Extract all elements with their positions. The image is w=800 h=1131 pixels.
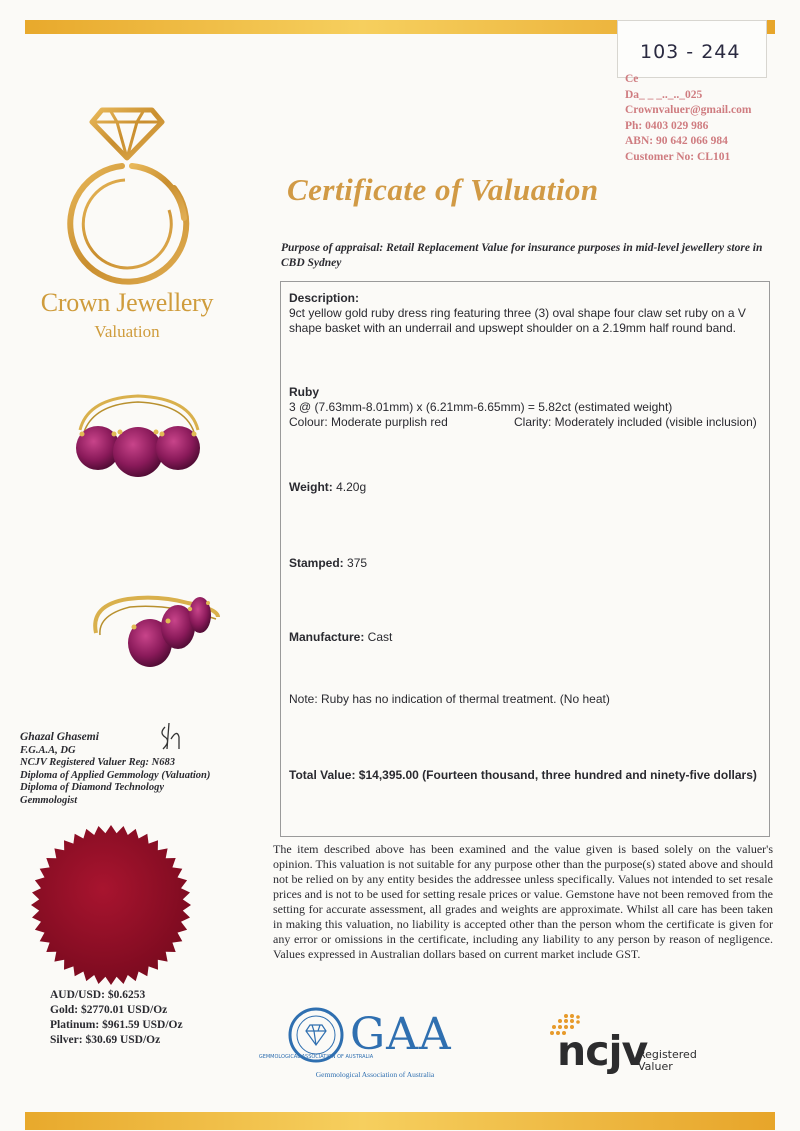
weight-row: [289, 480, 759, 495]
rate-aud-usd: AUD/USD: $0.6253: [50, 989, 146, 1001]
gaa-logo-subtitle: Gemmological Association of Australia: [315, 1070, 435, 1079]
ruby-size: 3 @ (7.63mm-8.01mm) x (6.21mm-6.65mm) = 5.82ct (estimated weight): [289, 400, 673, 414]
disclaimer-text: The item described above has been examined and the value given is based solely on the valuer's opinion. This valuation is not suitable for any purpose other than the purpose(s) stated above and should not be relied on by any entity besides the addressee unless specifically. Values not intended to set resale prices and is not to be used for setting resale prices or value. Gemstone have not been removed from the setting for accurate assessment, all grades and weights are approximate. Whilst all care has been taken in making this valuation, no liability is accepted other than the person whom the certificate is given for any error or omissions in the certificate, including any liability to any person by reason of negligence. Values expressed in Australian dollars based on current market include GST.: [273, 842, 774, 961]
signature-icon: [157, 719, 187, 753]
handwritten-reference: 103 - 244: [617, 20, 767, 78]
ruby-section: [289, 385, 759, 430]
contact-phone: Ph: 0403 029 986: [625, 119, 709, 132]
manufacture-row: [289, 630, 759, 645]
gaa-seal-text: GEMMOLOGICAL ASSOCIATION OF AUSTRALIA: [258, 1054, 374, 1060]
stamped-value: 375: [343, 556, 368, 570]
certificate-title: Certificate of Valuation: [287, 172, 599, 207]
red-seal-icon: [28, 822, 194, 988]
rate-silver: Silver: $30.69 USD/Oz: [50, 1034, 161, 1046]
contact-line: Da_ _ _.._.._025: [625, 88, 703, 101]
ruby-colour-clarity-row: [289, 415, 759, 430]
treatment-note: Note: Ruby has no indication of thermal treatment. (No heat): [289, 692, 610, 706]
manufacture-value: Cast: [364, 630, 393, 644]
description-label: Description:: [289, 291, 360, 305]
valuer-name: Ghazal Ghasemi: [20, 731, 99, 743]
gaa-logo: [258, 1003, 461, 1079]
ruby-clarity: Clarity: Moderately included (visible inclusion): [514, 415, 757, 429]
gaa-seal-icon: [258, 1003, 374, 1067]
ring-photo-front: [68, 390, 208, 485]
valuer-credential: F.G.A.A, DG: [20, 744, 76, 756]
bottom-gold-bar: [25, 1112, 775, 1130]
ruby-colour: Colour: Moderate purplish red: [289, 415, 448, 429]
ncjv-registered-valuer: [638, 1049, 697, 1073]
valuation-details-box: [280, 281, 770, 837]
weight-value: 4.20g: [332, 480, 367, 494]
valuer-credential: Diploma of Applied Gemmology (Valuation): [20, 769, 211, 781]
gaa-logo-text: GAA: [350, 1009, 452, 1060]
contact-line: Ce: [625, 73, 639, 85]
brand-name: Crown Jewellery: [40, 288, 214, 317]
customer-number: Customer No: CL101: [625, 150, 731, 163]
metal-rates: [50, 988, 183, 1048]
valuer-credentials: [20, 731, 290, 807]
stamped-label: Stamped:: [289, 556, 344, 570]
contact-block: [625, 72, 751, 165]
contact-abn: ABN: 90 642 066 984: [625, 135, 728, 147]
stamped-row: [289, 556, 759, 571]
manufacture-label: Manufacture:: [289, 630, 365, 644]
ncjv-logo-text: ncjv: [557, 1027, 648, 1075]
valuer-credential: Gemmologist: [20, 794, 78, 806]
purpose-of-appraisal: Purpose of appraisal: Retail Replacement Value for insurance purposes in mid-level jewellery store in CBD Sydney: [281, 242, 763, 269]
weight-label: Weight:: [289, 480, 333, 494]
valuer-credential: Diploma of Diamond Technology: [20, 782, 164, 793]
rate-gold: Gold: $2770.01 USD/Oz: [50, 1004, 168, 1016]
description-text: 9ct yellow gold ruby dress ring featuring three (3) oval shape four claw set ruby on a V shape basket with an underrail and upswept shoulder on a 2.19mm half round band.: [289, 306, 746, 335]
brand-subtitle: Valuation: [94, 322, 160, 341]
description-section: [289, 291, 759, 336]
ncjv-valuer-label: Valuer: [638, 1060, 673, 1073]
ncjv-registered-label: Registered: [638, 1048, 697, 1061]
rate-platinum: Platinum: $961.59 USD/Oz: [50, 1019, 183, 1031]
contact-email: Crownvaluer@gmail.com: [625, 104, 752, 116]
crown-ring-logo-icon: [52, 92, 202, 277]
valuer-credential: NCJV Registered Valuer Reg: N683: [20, 757, 175, 768]
ruby-label: Ruby: [289, 385, 319, 399]
total-value: Total Value: $14,395.00 (Fourteen thousand, three hundred and ninety-five dollars): [289, 768, 757, 782]
ring-photo-side: [78, 585, 228, 680]
